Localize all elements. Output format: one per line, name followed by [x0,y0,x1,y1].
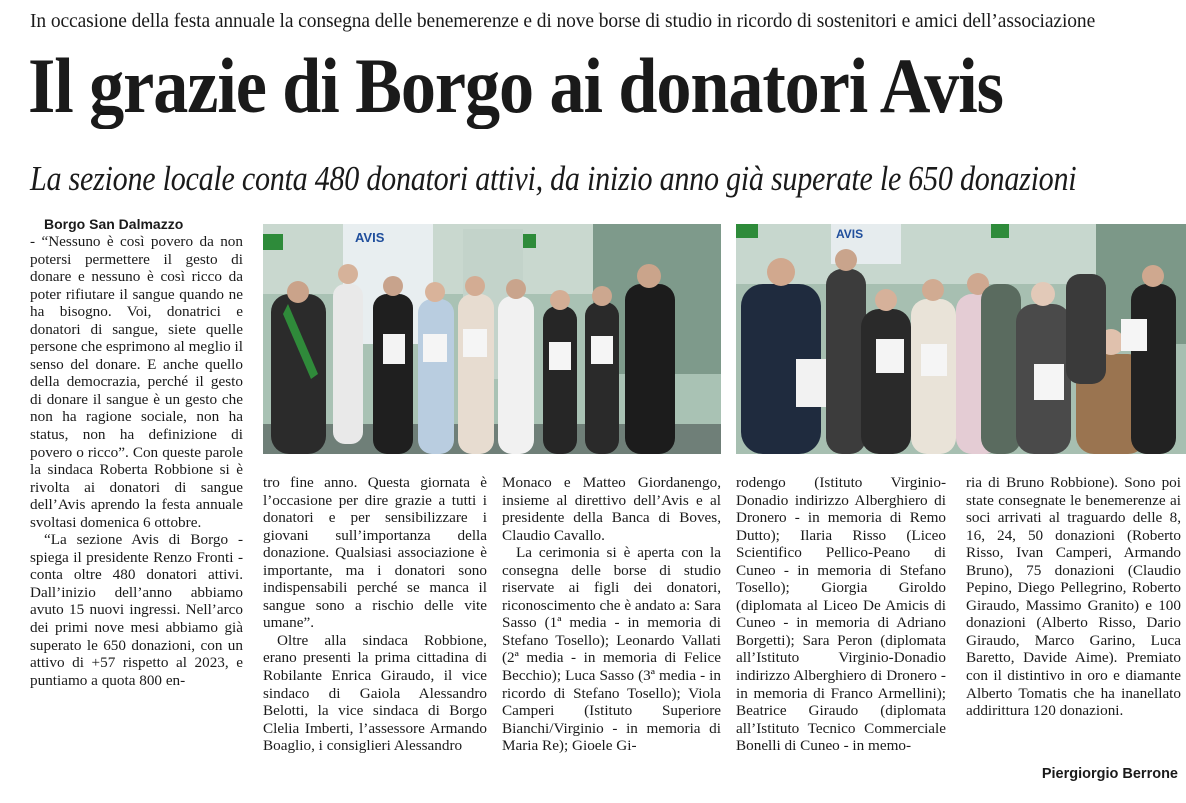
article-headline: Il grazie di Borgo ai donatori Avis [28,42,1003,129]
photo-honored-donors [736,224,1186,454]
article-column-2 [263,474,487,755]
paragraph: tro fine anno. Questa giornata è l’occasione per dire grazie a tutti i donatori e per sensibilizzare i giovani sull’importanza della donazione. Qualsiasi associazione è importante, ma i donatori sono indispensabili perché se manca il sangue sono a rischio delle vite umane”. [263,474,487,632]
article-subheadline: La sezione locale conta 480 donatori attivi, da inizio anno già superate le 650 donazioni [30,159,1077,198]
article-column-5 [966,474,1181,720]
avis-sign: AVIS [355,230,385,245]
paragraph: rodengo (Istituto Virginio-Donadio indirizzo Alberghiero di Dronero - in memoria di Remo Dutto); Ilaria Risso (Liceo Scientifico Pellico-Peano di Cuneo - in memoria di Stefano Tosello); Giorgia Giroldo (diplomata al Liceo De Amicis di Cuneo - in memoria di Adriano Borgetti); Sara Peron (diplomata all’Istituto Virginio-Donadio indirizzo Alberghiero di Dronero - in memoria di Franco Armellini); Beatrice Giraudo (diplomata all’Istituto Tecnico Commerciale Bonelli di Cuneo - in memo- [736,474,946,755]
author-byline: Piergiorgio Berrone [1041,766,1178,782]
avis-sign: AVIS [836,227,864,241]
article-column-1 [30,215,243,689]
paragraph: “La sezione Avis di Borgo - spiega il presidente Renzo Fronti - conta oltre 480 donatori attivi. Dall’inizio dell’anno abbiamo avuto 15 nuovi ingressi. Nell’arco dei primi nove mesi abbiamo già superato le 650 donazioni, con un attivo di +57 rispetto al 2023, e puntiamo a quota 800 en- [30,531,243,689]
paragraph: Monaco e Matteo Giordanengo, insieme al direttivo dell’Avis e al presidente della Banca di Boves, Claudio Cavallo. [502,474,721,544]
article-column-3 [502,474,721,755]
paragraph: ria di Bruno Robbione). Sono poi state consegnate le benemerenze ai soci arrivati al traguardo delle 8, 16, 24, 50 donazioni (Roberto Risso, Ivan Camperi, Armando Bruno), 75 donazioni (Claudio Pepino, Diego Pellegrino, Roberto Giraudo, Massimo Granito) e 100 donazioni (Alberto Risso, Dario Giraudo, Marco Garino, Luca Baretto, Davide Aime). Premiato con il distintivo in oro e diamante Alberto Tomatis che ha inanellato addirittura 120 donazioni. [966,474,1181,720]
paragraph: La cerimonia si è aperta con la consegna delle borse di studio riservate ai figli dei donatori, riconoscimento che è andato a: Sara Sasso (1ª media - in memoria di Stefano Tosello); Leonardo Vallati (2ª media - in memoria di Felice Becchio); Luca Sasso (3ª media - in ricordo di Stefano Tosello); Viola Camperi (Istituto Superiore Bianchi/Virginio - in memoria di Maria Re); Gioele Gi- [502,544,721,755]
paragraph: Oltre alla sindaca Robbione, erano presenti la prima cittadina di Robilante Enrica Giraudo, il vice sindaco di Gaiola Alessandro Belotti, la vice sindaca di Borgo Clelia Imberti, l’assessore Armando Boaglio, i consiglieri Alessandro [263,631,487,755]
photo-scholarship-students [263,224,721,454]
paragraph: - “Nessuno è così povero da non potersi permettere il gesto di donare e nessuno è così ricco da poter rifiutare il sangue quando ne ha bisogno. Voi, donatrici e donatori di sangue, siete quelle persone che esprimono al meglio il senso del donare. E anche quello della democrazia, perché il gesto di donare il sangue è un gesto che non ha ragione sociale, non ha status, non ha definizione di povero o ricco”. Con queste parole la sindaca Roberta Robbione si è rivolta ai donatori di sangue dell’Avis aprendo la festa annuale svoltasi domenica 6 ottobre. [30,233,243,531]
article-column-4 [736,474,946,755]
article-kicker: In occasione della festa annuale la consegna delle benemerenze e di nove borse di studio in ricordo di sostenitori e amici dell’associazione [30,11,1096,32]
dateline: Borgo San Dalmazzo [44,216,184,232]
